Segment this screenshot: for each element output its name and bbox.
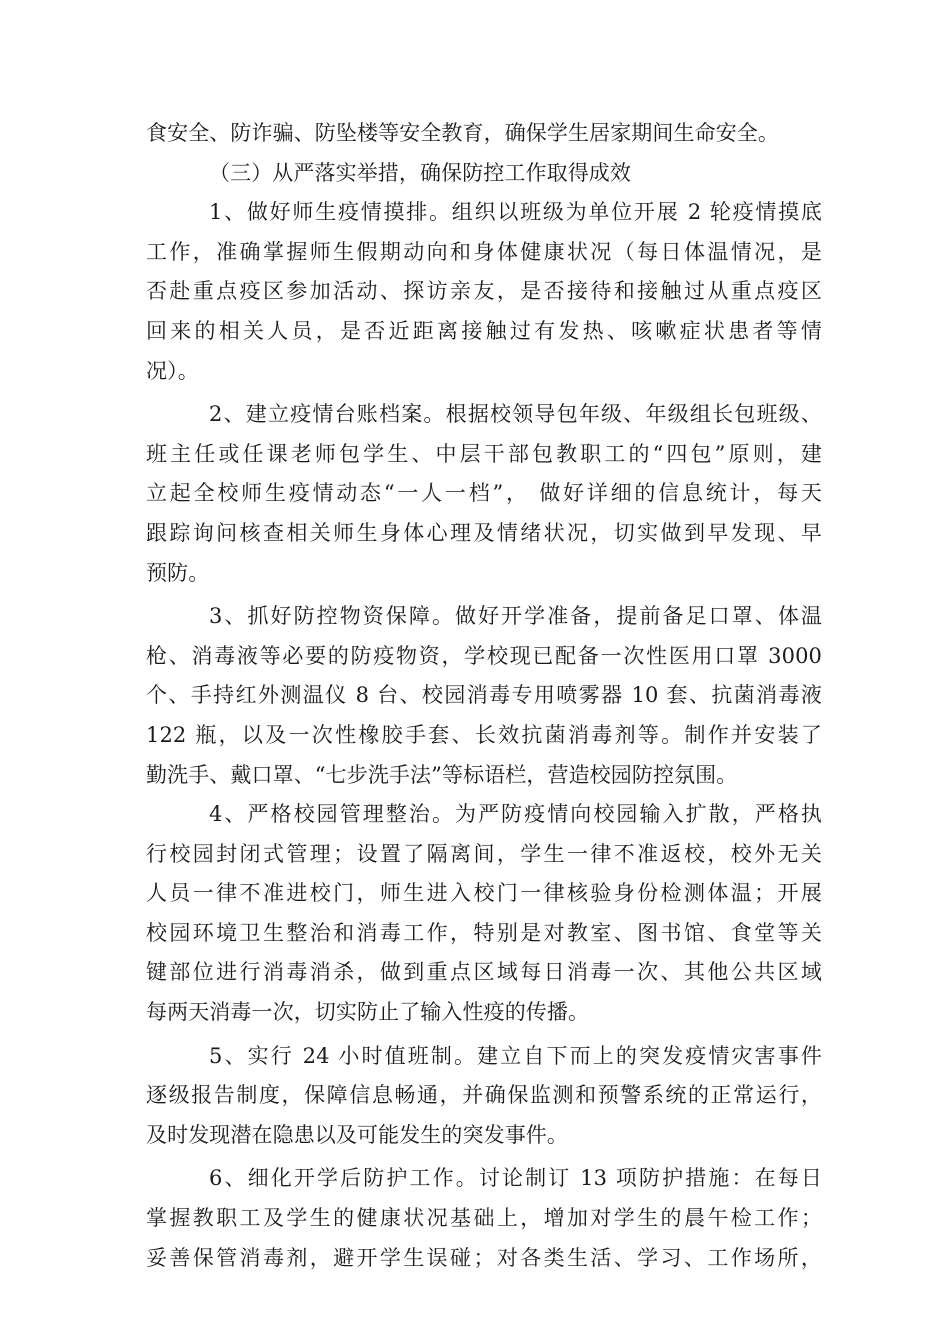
text-line: 跟踪询问核查相关师生身体心理及情绪状况，切实做到早发现、早: [146, 520, 822, 545]
text-line: 食安全、防诈骗、防坠楼等安全教育，确保学生居家期间生命安全。: [146, 121, 779, 145]
document-body: [146, 114, 822, 1278]
text-line: 3、抓好防控物资保障。做好开学准备，提前备足口罩、体温: [209, 604, 822, 629]
text-line: 预防。: [146, 560, 210, 585]
paragraph-2: [146, 395, 822, 593]
text-line: 个、手持红外测温仪 8 台、校园消毒专用喷雾器 10 套、抗菌消毒液: [146, 683, 822, 708]
text-line: 行校园封闭式管理；设置了隔离间，学生一律不准返校，校外无关: [146, 841, 822, 866]
text-line: 勤洗手、戴口罩、“七步洗手法”等标语栏，营造校园防控氛围。: [146, 762, 738, 787]
text-line: 每两天消毒一次，切实防止了输入性疫的传播。: [146, 1000, 590, 1025]
text-line: 122 瓶，以及一次性橡胶手套、长效抗菌消毒剂等。制作并安装了: [146, 722, 822, 747]
text-line: 回来的相关人员，是否近距离接触过有发热、咳嗽症状患者等情: [146, 318, 822, 343]
text-line: 键部位进行消毒消杀，做到重点区域每日消毒一次、其他公共区域: [146, 960, 822, 985]
text-line: 及时发现潜在隐患以及可能发生的突发事件。: [146, 1122, 568, 1147]
text-line: 妥善保管消毒剂，避开学生误碰；对各类生活、学习、工作场所，: [146, 1245, 822, 1270]
paragraph-3: [146, 597, 822, 795]
paragraph-5: [146, 1037, 822, 1156]
text-line: 掌握教职工及学生的健康状况基础上，增加对学生的晨午检工作；: [146, 1206, 822, 1231]
text-line: 5、实行 24 小时值班制。建立自下而上的突发疫情灾害事件: [209, 1043, 822, 1068]
text-line: 6、细化开学后防护工作。讨论制订 13 项防护措施：在每日: [209, 1166, 822, 1191]
paragraph-4: [146, 795, 822, 1033]
heading-text: （三）从严落实举措，确保防控工作取得成效: [209, 160, 631, 185]
text-line: 逐级报告制度，保障信息畅通，并确保监测和预警系统的正常运行，: [146, 1083, 822, 1108]
text-line: 班主任或任课老师包学生、中层干部包教职工的“四包”原则，建: [146, 441, 822, 466]
paragraph-6: [146, 1159, 822, 1278]
text-line: 否赴重点疫区参加活动、探访亲友，是否接待和接触过从重点疫区: [146, 279, 822, 304]
text-line: 1、做好师生疫情摸排。组织以班级为单位开展 2 轮疫情摸底: [209, 200, 822, 225]
text-line: 况）。: [146, 358, 199, 383]
section-heading: [146, 154, 822, 194]
text-line: 2、建立疫情台账档案。根据校领导包年级、年级组长包班级、: [209, 402, 822, 427]
text-line: 4、严格校园管理整治。为严防疫情向校园输入扩散，严格执: [209, 802, 822, 827]
text-line: 工作，准确掌握师生假期动向和身体健康状况（每日体温情况，是: [146, 239, 822, 264]
text-line: 人员一律不准进校门，师生进入校门一律核验身份检测体温；开展: [146, 881, 822, 906]
paragraph-continuation: [146, 114, 822, 154]
text-line: 校园环境卫生整治和消毒工作，特别是对教室、图书馆、食堂等关: [146, 920, 822, 945]
paragraph-1: [146, 193, 822, 391]
text-line: 立起全校师生疫情动态“一人一档”， 做好详细的信息统计，每天: [146, 481, 822, 506]
text-line: 枪、消毒液等必要的防疫物资，学校现已配备一次性医用口罩 3000: [146, 643, 822, 668]
